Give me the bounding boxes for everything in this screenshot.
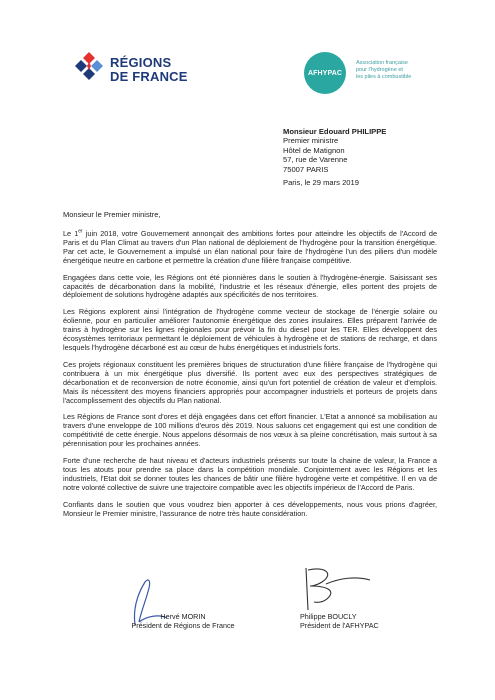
afhypac-badge-text: AFHYPAC: [307, 69, 342, 77]
paragraph-1-rest: juin 2018, votre Gouvernement annonçait des ambitions fortes pour atteindre les objectifs de l'Accord de Paris et du Plan Climat au travers d'un Plan national de déploiement de l'hydrogène pour la transition énergétique. Par cet acte, le Gouvernement a impulsé un élan national pour faire de l'hydrogène l'un des piliers d'un modèle énergétique neutre en carbone et permettre la création d'une filière française compétitive.: [63, 229, 437, 265]
recipient-street: 57, rue de Varenne: [283, 155, 348, 165]
paragraph-1: [63, 230, 437, 266]
afhypac-tagline: [356, 60, 411, 81]
afhypac-tagline-line3: les piles à combustible: [356, 74, 412, 80]
regions-logo-line1: RÉGIONS: [110, 55, 172, 70]
recipient-place: Hôtel de Matignon: [283, 145, 345, 155]
paragraph-4: Ces projets régionaux constituent les premières briques de structuration d'une filière française de l'hydrogène qui contribuera à un mix énergétique plus diversifié. Ils portent avec eux des perspectives stratégiques de décarbonation et de reconversion de notre économie, ainsi qu'un fort potentiel de création de valeur et d'emplois. Mais ils nécessitent des moyens financiers appropriés pour accompagner industriels et porteurs de projets dans l'accomplissement des objectifs du Plan national.: [63, 359, 437, 405]
paragraph-1-start: Le 1: [63, 229, 79, 238]
recipient-address: [283, 127, 386, 174]
paragraph-2: Engagées dans cette voie, les Régions ont été pionnières dans le soutien à l'hydrogène-énergie. Saisissant ses capacités de décarbonation dans la mobilité, l'industrie et les réseaux d'énergie, elles portent des projets de déploiement de solutions hydrogène adaptés aux spécificités de nos territoires.: [63, 272, 437, 300]
signatory-right-role: Président de l'AFHYPAC: [300, 621, 379, 630]
afhypac-tagline-line1: Association française: [356, 60, 408, 66]
signature-block-left: [118, 612, 248, 630]
recipient-title: Premier ministre: [283, 136, 339, 146]
letter-date: Paris, le 29 mars 2019: [283, 178, 359, 187]
paragraph-7: Confiants dans le soutien que vous voudrez bien apporter à ces développements, nous vous prions d'agréer, Monsieur le Premier ministre, l'assurance de notre très haute considération.: [63, 499, 437, 518]
signature-block-right: [300, 612, 450, 630]
recipient-city: 75007 PARIS: [283, 164, 329, 174]
paragraph-6: Forte d'une recherche de haut niveau et d'acteurs industriels présents sur toute la chaine de valeur, la France a tous les atouts pour prendre sa place dans la compétition mondiale. Conjointement avec les Régions et les industriels, l'Etat doit se donner toutes les chances de bâtir une filière hydrogène verte et compétitive. Il en va de notre volonté collective de suivre une trajectoire compatible avec les objectifs impérieux de l'Accord de Paris.: [63, 456, 437, 492]
regions-diamond-icon: [72, 50, 106, 84]
regions-de-france-logo: [72, 50, 212, 90]
afhypac-badge: [304, 52, 346, 94]
regions-logo-text: [110, 56, 188, 84]
paragraph-5: Les Régions de France sont d'ores et déjà engagées dans cet effort financier. L'Etat a annoncé sa mobilisation au travers d'une enveloppe de 100 millions d'euros dès 2019. Nous saluons cet engagement qui est une condition de compétitivité de cette énergie. Nous appelons désormais de nos vœux à sa pleine concrétisation, mais surtout à sa pérennisation pour les prochaines années.: [63, 412, 437, 449]
paragraph-3: Les Régions explorent ainsi l'intégration de l'hydrogène comme vecteur de stockage de l'énergie solaire ou éolienne, pour en particulier améliorer l'autonomie énergétique des zones insulaires. Elles préparent l'arrivée de trains à hydrogène sur les lignes régionales pour prévoir la fin du diesel pour les TER. Elles développent des écosystèmes territoriaux permettant le déploiement de véhicules à hydrogène et de stations de recharge, et dans lesquels l'hydrogène décarboné est au cœur de hubs énergétiques et industriels forts.: [63, 307, 437, 352]
signature-boucly-icon: [296, 560, 376, 615]
letter-body: [63, 230, 437, 526]
regions-logo-line2: DE FRANCE: [110, 69, 188, 84]
afhypac-logo: [304, 52, 464, 92]
signatory-left-role: Président de Régions de France: [131, 621, 235, 630]
afhypac-tagline-line2: pour l'hydrogène et: [356, 67, 403, 73]
salutation: Monsieur le Premier ministre,: [63, 210, 161, 219]
recipient-name: Monsieur Edouard PHILIPPE: [283, 127, 387, 136]
signatory-right-name: Philippe BOUCLY: [300, 612, 357, 621]
signatory-left-name: Hervé MORIN: [160, 612, 206, 621]
paragraph-1-superscript: er: [78, 228, 83, 235]
